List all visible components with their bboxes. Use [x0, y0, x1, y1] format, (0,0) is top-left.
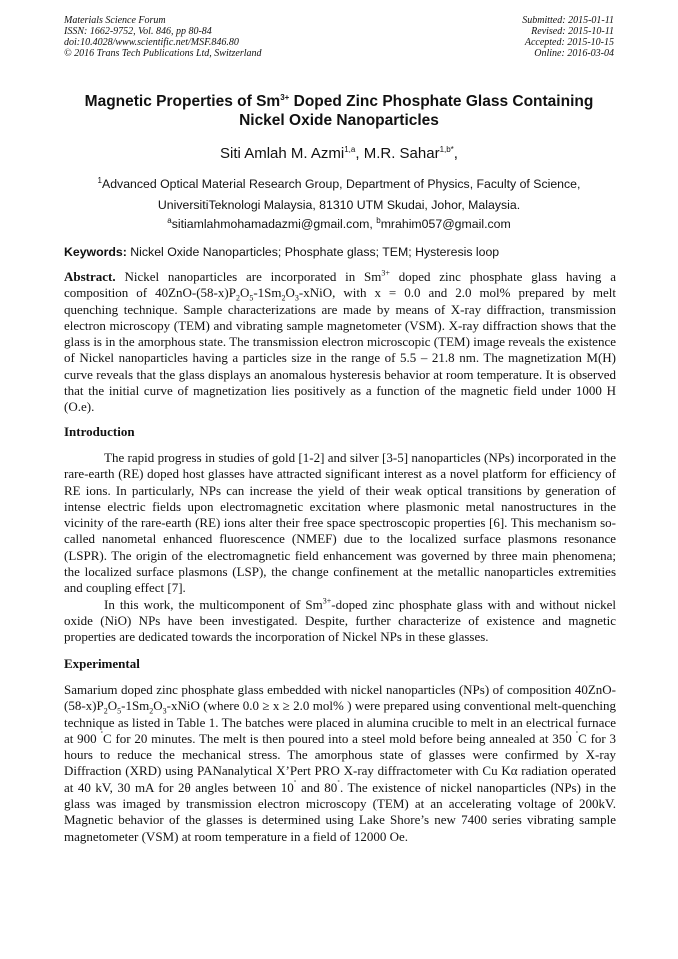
exp-text: -xNiO (where 0.0 ≥ x ≥ 2.0 mol% ) were prepared using conventional melt-quenching technique as listed in Table 1. The batches were placed in alumina crucible to melt in an electrical furnace at 900	[64, 698, 616, 746]
keywords-label: Keywords:	[64, 245, 127, 259]
introduction-body	[64, 450, 616, 646]
paper-title	[40, 92, 638, 130]
intro-p2-text: -doped zinc phosphate glass with and without nickel oxide (NiO) NPs have been investigated. Despite, further characterize of existence and magnetic properties are dedicated towards the incorporation of Nickel NPs in these glasses.	[64, 596, 616, 645]
exp-sub: 5	[117, 706, 122, 716]
email-b: mrahim057@gmail.com	[380, 217, 511, 231]
exp-text: O	[153, 698, 163, 714]
exp-text: -1Sm	[121, 698, 150, 714]
experimental-body	[64, 682, 616, 845]
exp-text: O	[107, 698, 118, 714]
exp-text: Samarium doped zinc phosphate glass embedded with nickel nanoparticles (NPs) of composition 40ZnO-(58-x)P	[64, 682, 616, 714]
journal-copyright: © 2016 Trans Tech Publications Ltd, Switzerland	[64, 48, 262, 59]
journal-name: Materials Science Forum	[64, 15, 166, 26]
exp-text: and 80	[296, 779, 338, 795]
exp-text: C for 3 hours to reduce the mechanical stress. The amorphous state of glasses were confirmed by X-ray Diffraction (XRD) using PANanalytical X’Pert PRO X-ray diffractometer with Cu Kα radiation operated at 40 kV, 30 mA for 2θ angles between 10	[64, 730, 616, 795]
author-list	[40, 145, 638, 163]
author-1-sup: 1,a	[344, 145, 356, 154]
author-1: Siti Amlah M. Azmi	[220, 145, 345, 162]
exp-degree: ˚	[575, 730, 579, 740]
title-part1: Magnetic Properties of Sm	[84, 93, 281, 110]
abstract-text: doped zinc phosphate glass having a composition of 40ZnO-(58-x)P	[64, 269, 616, 301]
abstract-sub: 2	[281, 293, 286, 303]
exp-degree: ˚	[293, 779, 297, 789]
intro-p2-sup: 3+	[322, 596, 332, 606]
title-line2: Nickel Oxide Nanoparticles	[239, 112, 439, 129]
email-a: sitiamlahmohamadazmi@gmail.com,	[171, 217, 377, 231]
affil-line1: Advanced Optical Material Research Group, Department of Physics, Faculty of Science,	[102, 177, 581, 191]
exp-text: C for 20 minutes. The melt is then poured into a steel mold before being annealed at 350	[103, 730, 576, 746]
title-sup: 3+	[280, 92, 290, 102]
abstract-sub: 2	[235, 293, 240, 303]
date-online: Online: 2016-03-04	[534, 48, 614, 59]
email-b-sup: b	[376, 215, 381, 225]
email-a-sup: a	[167, 215, 172, 225]
section-heading-introduction: Introduction	[64, 424, 135, 439]
exp-sub: 3	[162, 706, 167, 716]
journal-header-left	[64, 15, 262, 59]
abstract	[64, 269, 616, 416]
author-sep: ,	[355, 145, 364, 162]
journal-doi: doi:10.4028/www.scientific.net/MSF.846.80	[64, 37, 239, 48]
title-part2: Doped Zinc Phosphate Glass Containing	[289, 93, 594, 110]
keywords-text: Nickel Oxide Nanoparticles; Phosphate glass; TEM; Hysteresis loop	[126, 245, 500, 259]
abstract-text: -1Sm	[253, 285, 282, 301]
date-accepted: Accepted: 2015-10-15	[524, 37, 614, 48]
exp-degree: ˚	[337, 779, 340, 789]
exp-degree: ˚	[100, 730, 104, 740]
exp-paragraph	[64, 682, 616, 845]
exp-sub: 2	[149, 706, 154, 716]
abstract-label: Abstract.	[64, 269, 116, 284]
abstract-text: O	[285, 285, 295, 301]
abstract-sub: 5	[249, 293, 254, 303]
journal-issn: ISSN: 1662-9752, Vol. 846, pp 80-84	[64, 26, 212, 37]
author-2: M.R. Sahar	[363, 145, 440, 162]
intro-paragraph-2	[64, 597, 616, 646]
abstract-text: Nickel nanoparticles are incorporated in Sm	[115, 269, 382, 284]
intro-p2-text: In this work, the multicomponent of Sm	[104, 596, 323, 612]
exp-sub: 2	[103, 706, 108, 716]
affiliation	[40, 174, 638, 216]
affil-line2: UniversitiTeknologi Malaysia, 81310 UTM Skudai, Johor, Malaysia.	[157, 198, 521, 212]
email-line	[40, 216, 638, 232]
journal-header-right	[522, 15, 614, 59]
abstract-sup: 3+	[381, 268, 390, 278]
author-2-sup: 1,b*	[439, 145, 454, 154]
abstract-text: O	[239, 285, 250, 301]
keywords	[64, 245, 616, 260]
intro-paragraph-1: The rapid progress in studies of gold [1-2] and silver [3-5] nanoparticles (NPs) incorporated in the rare-earth (RE) doped host glasses have attracted significant interest as a novel platform for efficiency of RE ions. In particularly, NPs can increase the yield of their weak optical transitions by generation of intense electric fields upon electromagnetic excitation where plasmonic metal nanostructures in the vicinity of the rare-earth (RE) ions alter their free space spectroscopic properties [6]. This mechanism so-called nanometal enhanced fluorescence (NMEF) due to the localized surface plasmons resonance (LSPR). The origin of the electromagnetic field enhancement was governed by three main phenomena; the localized surface plasmons (LSP), the change confinement at the metallic nanoparticles extremities and coupling effect [7].	[64, 450, 616, 596]
date-revised: Revised: 2015-10-11	[531, 26, 614, 37]
abstract-sub: 3	[294, 293, 299, 303]
author-trail: ,	[453, 145, 458, 162]
section-heading-experimental: Experimental	[64, 656, 140, 671]
affil-sup: 1	[97, 175, 102, 185]
exp-text: . The existence of nickel nanoparticles (NPs) in the glass was imaged by transmission electron microscopy (TEM) at an accelerating voltage of 200kV. Magnetic behavior of the glasses is determined using Lake Shore’s new 7400 series vibrating sample magnetometer (VSM) at room temperature in a field of 12000 Oe.	[64, 779, 616, 844]
date-submitted: Submitted: 2015-01-11	[522, 15, 614, 26]
abstract-text: -xNiO, with x = 0.0 and 2.0 mol% prepared by melt quenching technique. Sample characterizations are made by means of X-ray diffraction, transmission electron microscopy (TEM) and vibrating sample magnetometer (VSM). X-ray diffraction shows that the glass is in the amorphous state. The transmission electron microscopic (TEM) image reveals the existence of Nickel nanoparticles having a particles size in the range of 5.5 – 21.8 nm. The magnetization M(H) curve reveals that the glass displays an anomalous hysteresis behavior at room temperature. It is observed that the initial curve of magnetization lies positively as a function of the magnetic field under 1000 H (O.e).	[64, 285, 617, 415]
